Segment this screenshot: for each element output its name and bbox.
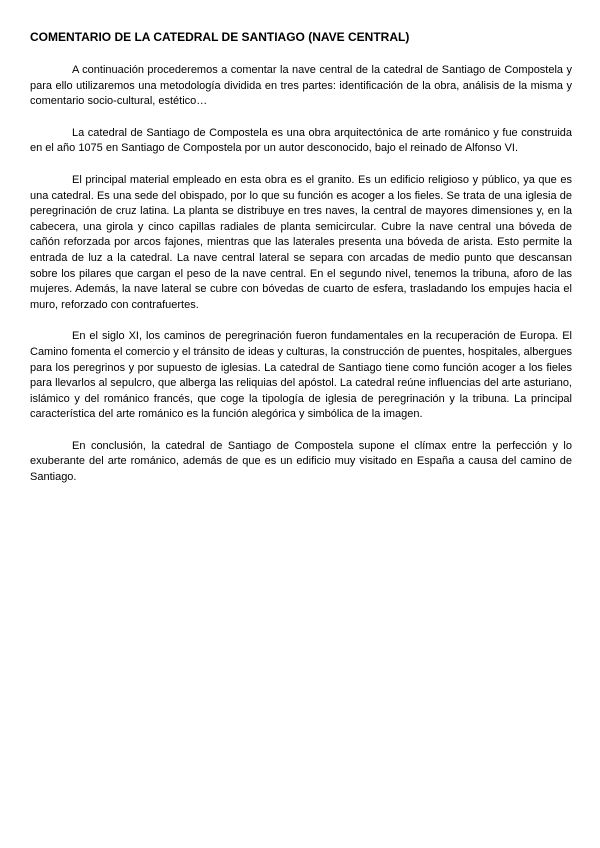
document-page (30, 30, 572, 502)
paragraph-introduction: A continuación procederemos a comentar la nave central de la catedral de Santiago de Compostela y para ello utilizaremos una metodología dividida en tres partes: identificación de la obra, análisis de la misma y comentario socio-cultural, estético… (30, 64, 572, 108)
paragraph-analysis: El principal material empleado en esta obra es el granito. Es un edificio religioso y público, ya que es una catedral. Es una sede del obispado, por lo que su función es acoger a los fieles. Se trata de una iglesia de peregrinación de cruz latina. La planta se distribuye en tres naves, la central de mayores dimensiones y, en la cabecera, una girola y cinco capillas radiales de planta semicircular. Cubre la nave central una bóveda de cañón reforzada por arcos fajones, mientras que las laterales presenta una bóveda de arista. Esto permite la entrada de luz a la catedral. La nave central lateral se separa con arcadas de medio punto que descansan sobre los pilares que cargan el peso de la nave central. En el segundo nivel, tenemos la tribuna, aforo de las mujeres. Además, la nave lateral se cubre con bóvedas de cuarto de esfera, trasladando los empujes hacia el muro, reforzado con contrafuertes. (30, 173, 572, 311)
paragraph-commentary: En el siglo XI, los caminos de peregrinación fueron fundamentales en la recuperación de Europa. El Camino fomenta el comercio y el tránsito de ideas y culturas, la construcción de puentes, hospitales, albergues para los peregrinos y por supuesto de iglesias. La catedral de Santiago tiene como función acoger a los fieles para llevarlos al sepulcro, que alberga las reliquias del apóstol. La catedral reúne influencias del arte asturiano, islámico y del románico francés, que coge la tipología de iglesia de peregrinación y la tribuna. La principal característica del arte románico es la función alegórica y simbólica de la imagen. (30, 330, 572, 421)
paragraph-identification: La catedral de Santiago de Compostela es una obra arquitectónica de arte románico y fue construida en el año 1075 en Santiago de Compostela por un autor desconocido, bajo el reinado de Alfonso VI. (30, 126, 572, 155)
paragraph-conclusion: En conclusión, la catedral de Santiago de Compostela supone el clímax entre la perfección y lo exuberante del arte románico, además de que es un edificio muy visitado en España a causa del camino de Santiago. (30, 439, 572, 484)
document-title: COMENTARIO DE LA CATEDRAL DE SANTIAGO (NAVE CENTRAL) (30, 30, 410, 44)
